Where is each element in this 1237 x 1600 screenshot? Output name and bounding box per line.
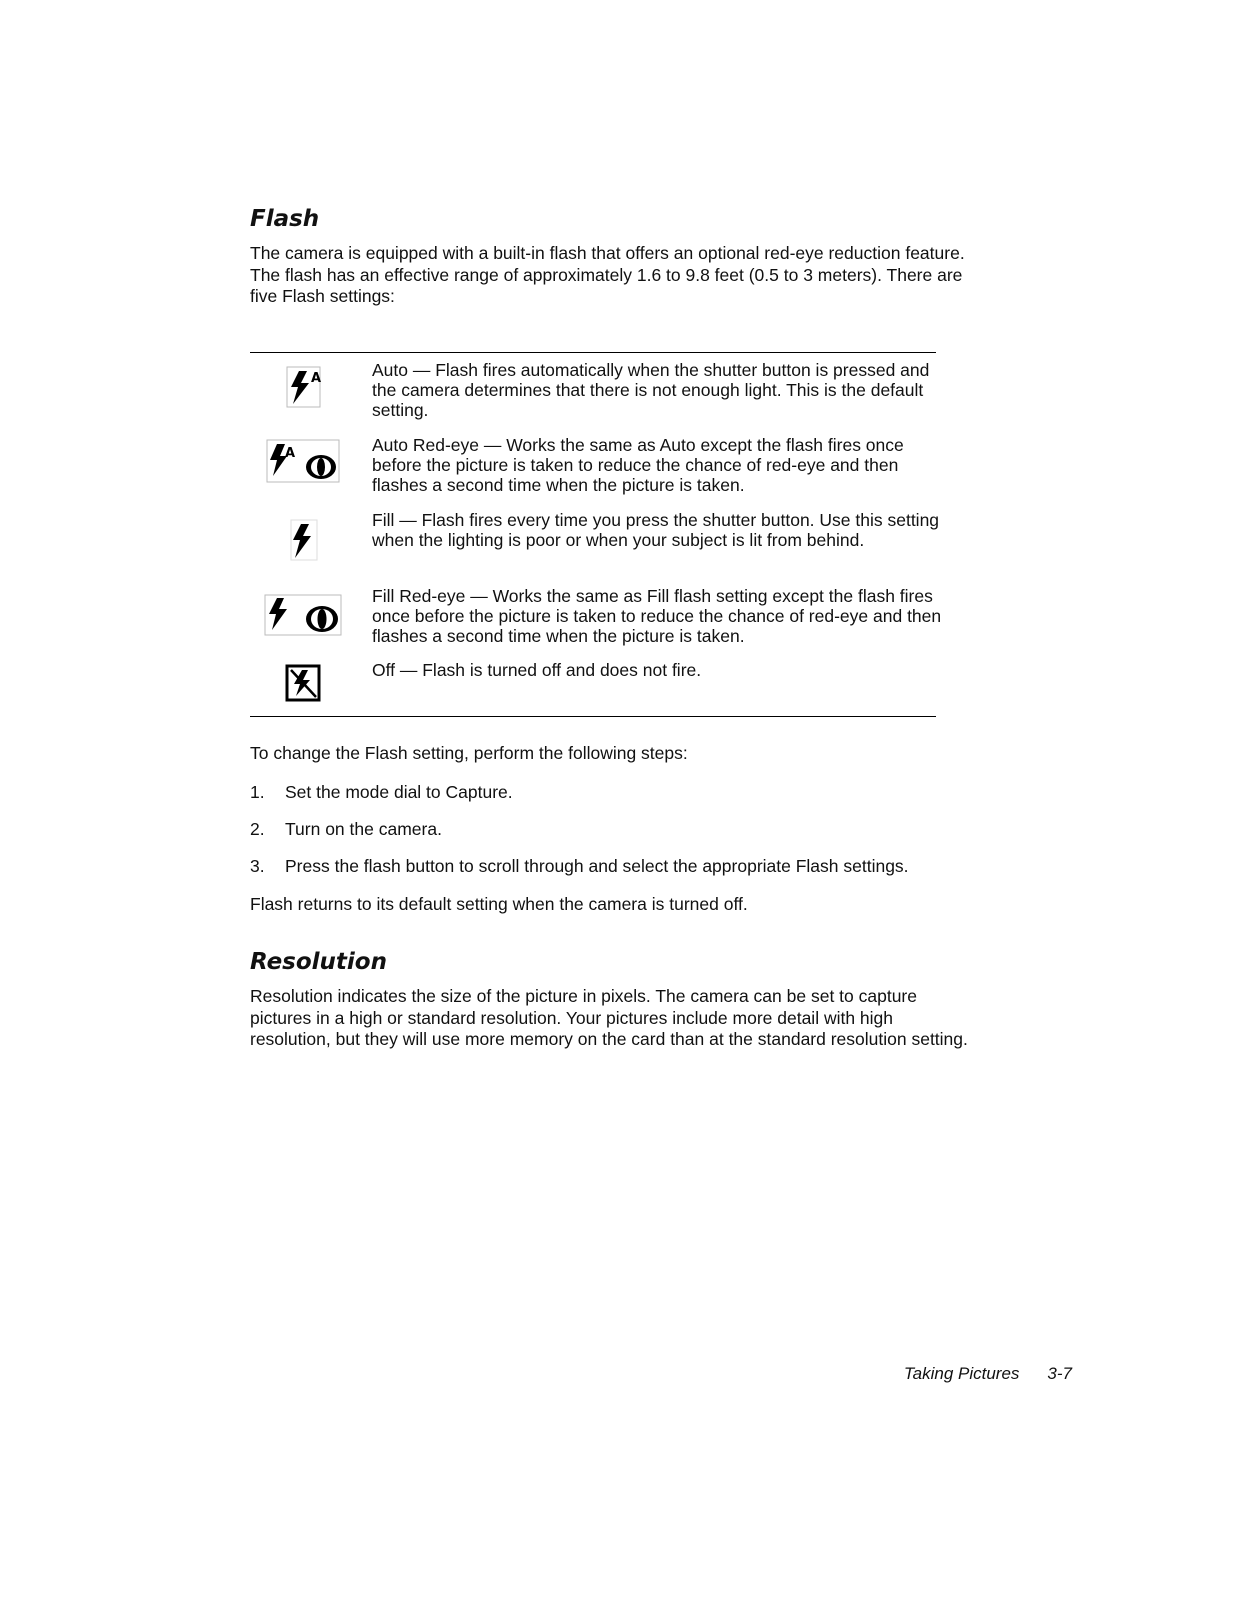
resolution-body: Resolution indicates the size of the picture in pixels. The camera can be set to capture pictures in a high or standard resolution. Your pictures include more detail with high resolution, but they will use more memory on the card than at the standard resolution setting. <box>250 986 968 1049</box>
page-footer <box>904 1364 1072 1384</box>
table-top-rule <box>250 352 936 353</box>
flash-setting-fill: Fill — Flash fires every time you press the shutter button. Use this setting when the lighting is poor or when your subject is lit from behind. <box>372 510 940 550</box>
step-item <box>250 819 442 840</box>
flash-setting-auto: Auto — Flash fires automatically when the shutter button is pressed and the camera determines that there is not enough light. This is the default setting. <box>372 360 930 420</box>
steps-intro: To change the Flash setting, perform the following steps: <box>250 743 688 763</box>
step-number: 2. <box>250 819 265 839</box>
flash-intro: The camera is equipped with a built-in flash that offers an optional red-eye reduction feature. The flash has an effective range of approximately 1.6 to 9.8 feet (0.5 to 3 meters). There are five Flash settings: <box>250 243 965 306</box>
step-item <box>250 856 909 877</box>
flash-note: Flash returns to its default setting when the camera is turned off. <box>250 894 748 914</box>
flash-heading: Flash <box>250 206 320 232</box>
step-text: Set the mode dial to Capture. <box>285 782 513 802</box>
resolution-heading: Resolution <box>250 949 387 975</box>
svg-text:A: A <box>285 446 296 461</box>
footer-section-title: Taking Pictures <box>903 1364 1020 1383</box>
flash-fill-red-eye-icon <box>258 592 348 638</box>
flash-setting-auto-red-eye: Auto Red-eye — Works the same as Auto except the flash fires once before the picture is taken to reduce the chance of red-eye and then flashes a second time when the picture is taken. <box>372 435 904 495</box>
footer-page-number: 3-7 <box>1047 1364 1072 1383</box>
flash-auto-icon <box>258 364 348 410</box>
flash-auto-red-eye-icon <box>258 438 348 484</box>
step-text: Turn on the camera. <box>285 819 442 839</box>
flash-fill-icon <box>258 517 348 563</box>
step-number: 3. <box>250 856 265 876</box>
step-text: Press the flash button to scroll through and select the appropriate Flash settings. <box>285 856 909 876</box>
table-bottom-rule <box>250 716 936 717</box>
step-number: 1. <box>250 782 265 802</box>
flash-off-icon <box>258 661 348 705</box>
step-item <box>250 782 513 803</box>
flash-setting-fill-red-eye: Fill Red-eye — Works the same as Fill flash setting except the flash fires once before the picture is taken to reduce the chance of red-eye and then flashes a second time when the picture is taken. <box>372 586 942 646</box>
flash-setting-off: Off — Flash is turned off and does not fire. <box>372 660 702 680</box>
svg-text:A: A <box>311 371 322 386</box>
